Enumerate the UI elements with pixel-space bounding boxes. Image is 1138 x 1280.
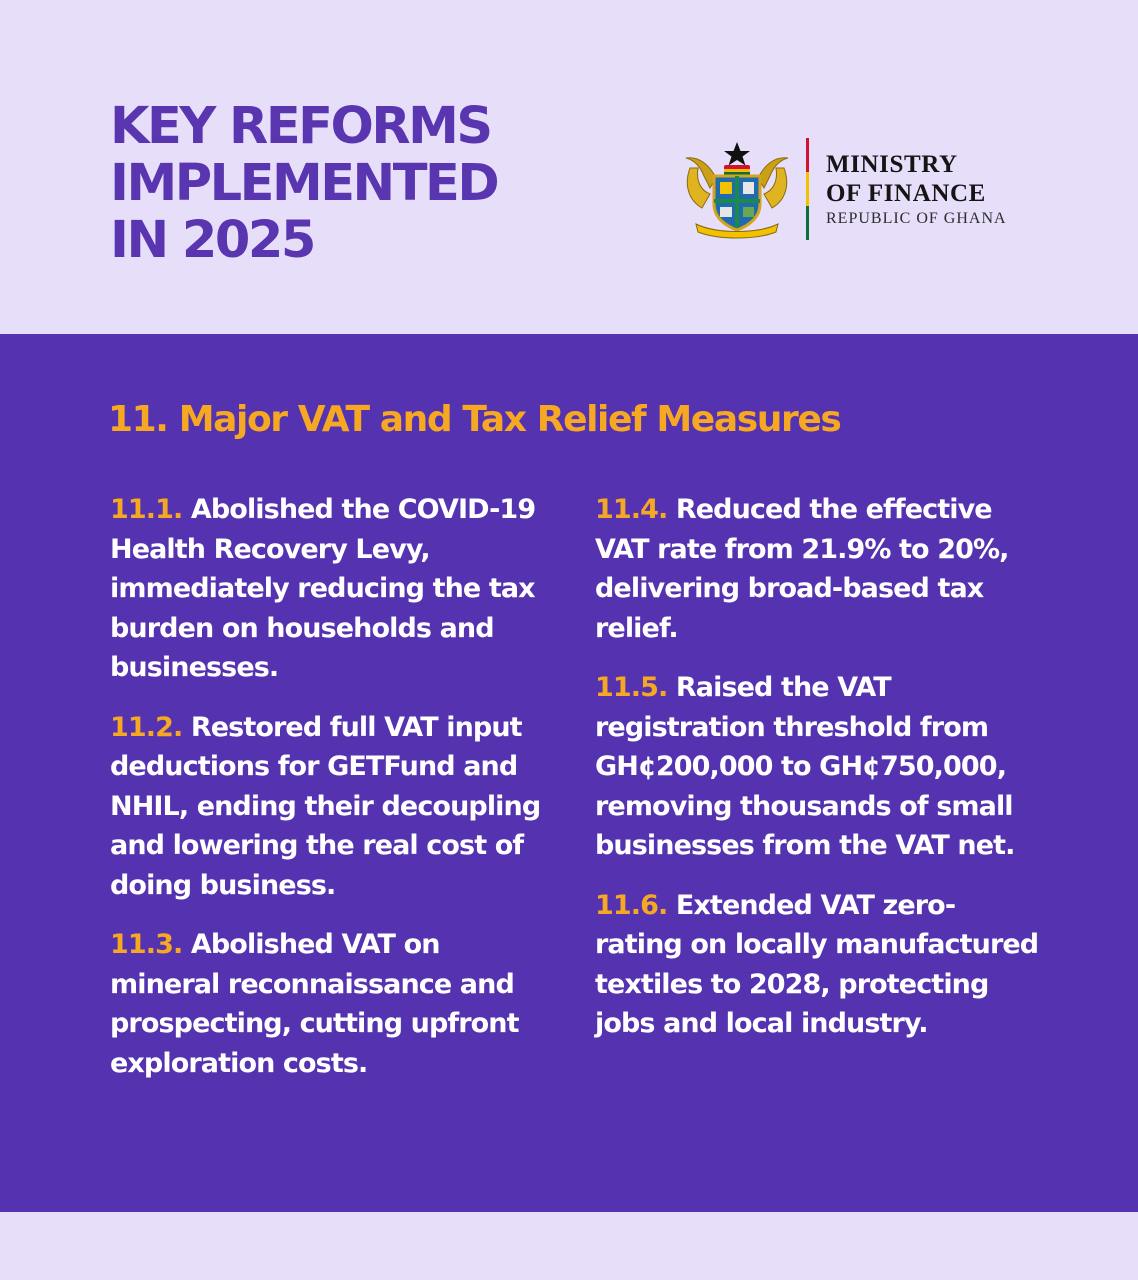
reform-number: 11.6. — [595, 889, 668, 921]
right-column — [595, 490, 1040, 1064]
reform-number: 11.4. — [595, 494, 668, 525]
reform-item — [110, 708, 550, 906]
reform-number: 11.5. — [595, 672, 668, 703]
reform-text: Abolished the COVID-19 Health Recovery Levy, immediately reducing the tax burden on households and businesses. — [110, 494, 536, 683]
reform-item — [595, 490, 1040, 648]
page-title: KEY REFORMS IMPLEMENTED IN 2025 — [110, 97, 498, 270]
ghana-coat-of-arms-icon — [680, 138, 794, 242]
left-column — [110, 490, 550, 1103]
flag-divider — [806, 138, 809, 240]
reform-number: 11.3. — [110, 929, 183, 960]
section-heading: 11. Major VAT and Tax Relief Measures — [108, 399, 841, 440]
reform-text: Abolished VAT on mineral reconnaissance and prospecting, cutting upfront exploration costs. — [110, 929, 519, 1079]
reform-number: 11.1. — [110, 494, 183, 525]
reform-item — [595, 668, 1040, 866]
ministry-logo — [680, 138, 1040, 242]
reform-text: Raised the VAT registration threshold from GH¢200,000 to GH¢750,000, removing thousands of small businesses from the VAT net. — [595, 672, 1015, 861]
ministry-name: MINISTRY OF FINANCE — [826, 151, 986, 207]
reform-item — [595, 886, 1040, 1044]
content-panel — [0, 334, 1138, 1212]
reform-text: Extended VAT zero-rating on locally manufactured textiles to 2028, protecting jobs and local industry. — [595, 889, 1039, 1039]
reform-text: Reduced the effective VAT rate from 21.9% to 20%, delivering broad-based tax relief. — [595, 494, 1009, 644]
reform-item — [110, 925, 550, 1083]
reform-number: 11.2. — [110, 711, 183, 743]
reform-item — [110, 490, 550, 688]
header-area — [0, 0, 1138, 334]
country-name: REPUBLIC OF GHANA — [826, 210, 1007, 227]
reform-text: Restored full VAT input deductions for GETFund and NHIL, ending their decoupling and lowering the real cost of doing business. — [110, 711, 541, 901]
